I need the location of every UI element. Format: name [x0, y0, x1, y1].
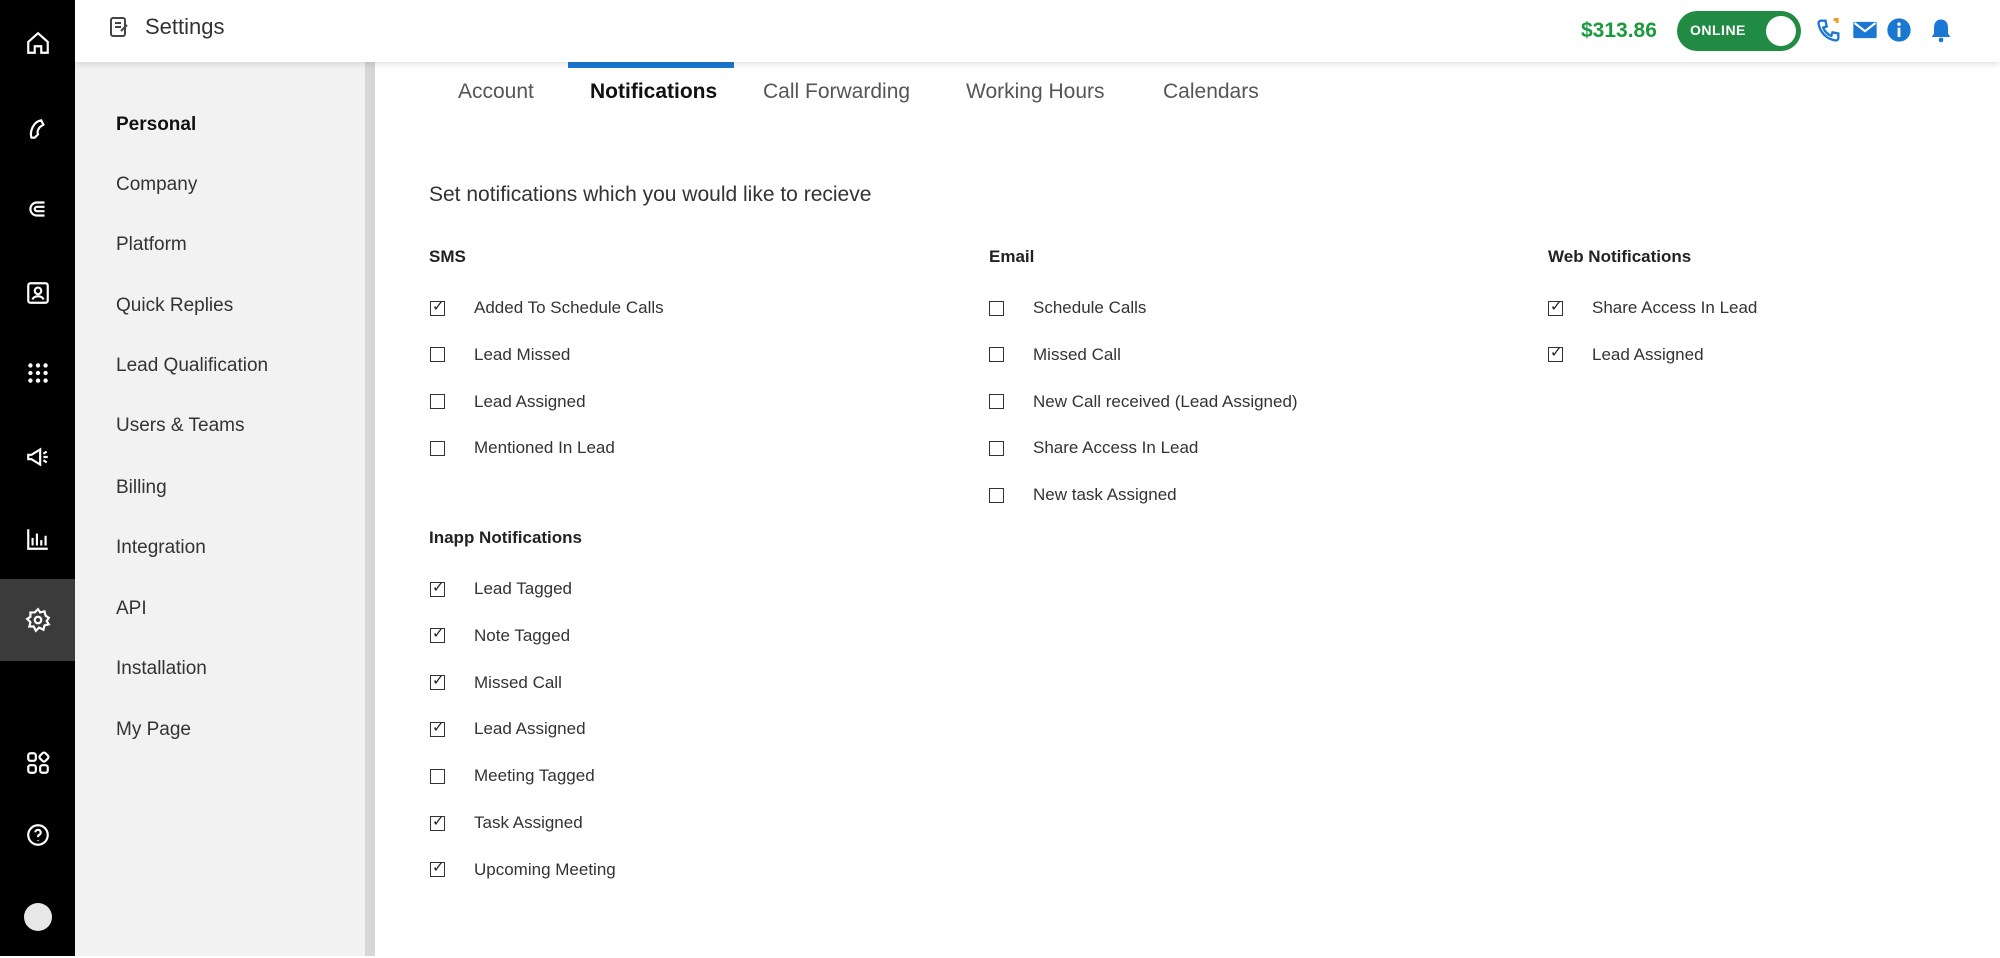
info-icon: [1885, 16, 1913, 44]
tab-calendars[interactable]: Calendars: [1163, 80, 1259, 103]
sidebar-item-users-teams[interactable]: Users & Teams: [116, 415, 245, 436]
checkbox[interactable]: [430, 441, 445, 456]
checkbox[interactable]: [430, 394, 445, 409]
rail-campaigns[interactable]: [0, 416, 75, 498]
app-rail: [0, 0, 75, 956]
sidebar-divider: [365, 62, 375, 956]
info-button[interactable]: [1884, 15, 1914, 45]
option-label: Share Access In Lead: [1033, 438, 1199, 458]
checkbox[interactable]: [989, 347, 1004, 362]
settings-doc-icon: [107, 15, 131, 39]
account-balance: $313.86: [1581, 19, 1657, 42]
sidebar-item-installation[interactable]: Installation: [116, 658, 207, 679]
inapp-option-row[interactable]: [430, 673, 562, 693]
option-label: Share Access In Lead: [1592, 298, 1758, 317]
sidebar-item-company[interactable]: Company: [116, 174, 198, 195]
sms-option-row[interactable]: [430, 438, 615, 458]
sidebar-item-personal[interactable]: Personal: [116, 114, 197, 135]
rail-profile[interactable]: [0, 876, 75, 958]
checkbox[interactable]: [430, 301, 445, 316]
rail-settings[interactable]: [0, 579, 75, 661]
apps-icon: [25, 750, 51, 776]
page-title: Settings: [145, 14, 225, 39]
magnet-icon: [25, 196, 51, 222]
sidebar-item-integration[interactable]: Integration: [116, 537, 206, 558]
web-option-row[interactable]: [1548, 345, 1704, 365]
email-option-row[interactable]: [989, 438, 1198, 458]
option-label: Added To Schedule Calls: [474, 298, 664, 317]
inapp-section-title: Inapp Notifications: [429, 528, 582, 547]
option-label: Upcoming Meeting: [474, 859, 616, 879]
sidebar-item-platform[interactable]: Platform: [116, 234, 187, 255]
sms-option-row[interactable]: [430, 392, 586, 412]
email-option-row[interactable]: [989, 345, 1121, 365]
checkbox[interactable]: [989, 488, 1004, 503]
email-section-title: Email: [989, 247, 1035, 266]
option-label: Mentioned In Lead: [474, 438, 615, 458]
sms-option-row[interactable]: [430, 345, 570, 365]
email-option-row[interactable]: [989, 392, 1298, 412]
checkbox[interactable]: [430, 347, 445, 362]
rail-leads[interactable]: [0, 168, 75, 250]
sms-option-row[interactable]: [430, 298, 664, 318]
rail-apps[interactable]: [0, 722, 75, 804]
rail-dialpad[interactable]: [0, 332, 75, 414]
inapp-option-row[interactable]: [430, 579, 572, 599]
tab-working-hours[interactable]: Working Hours: [966, 80, 1105, 103]
checkbox[interactable]: [1548, 347, 1563, 362]
web-option-row[interactable]: [1548, 298, 1757, 318]
inapp-option-row[interactable]: [430, 719, 586, 739]
notifications-button[interactable]: [1926, 15, 1956, 45]
checkbox[interactable]: [430, 675, 445, 690]
option-label: Lead Assigned: [1592, 344, 1704, 364]
option-label: New Call received (Lead Assigned): [1033, 391, 1298, 411]
sms-section-title: SMS: [429, 247, 466, 266]
phone-icon: [25, 116, 51, 142]
avatar: [24, 903, 52, 931]
checkbox[interactable]: [430, 769, 445, 784]
messages-button[interactable]: [1850, 15, 1880, 45]
checkbox[interactable]: [989, 394, 1004, 409]
mail-icon: [1851, 16, 1879, 44]
gear-icon: [25, 607, 51, 633]
page-heading: [107, 14, 225, 40]
checkbox[interactable]: [430, 722, 445, 737]
option-label: Note Tagged: [474, 625, 571, 645]
inapp-option-row[interactable]: [430, 766, 595, 786]
option-label: Schedule Calls: [1033, 298, 1147, 317]
option-label: Lead Missed: [474, 344, 571, 364]
checkbox[interactable]: [430, 628, 445, 643]
option-label: Missed Call: [1033, 344, 1121, 364]
rail-help[interactable]: [0, 794, 75, 876]
sidebar-item-api[interactable]: API: [116, 598, 147, 619]
analytics-icon: [25, 526, 51, 552]
rail-calls[interactable]: [0, 88, 75, 170]
tab-call-forwarding[interactable]: Call Forwarding: [763, 80, 911, 103]
option-label: New task Assigned: [1033, 485, 1177, 505]
sidebar-item-lead-qualification[interactable]: Lead Qualification: [116, 355, 269, 376]
checkbox[interactable]: [989, 301, 1004, 316]
option-label: Meeting Tagged: [474, 766, 595, 786]
help-icon: [25, 822, 51, 848]
option-label: Lead Assigned: [474, 719, 586, 739]
option-label: Lead Assigned: [474, 391, 586, 411]
rail-analytics[interactable]: [0, 498, 75, 580]
checkbox[interactable]: [1548, 301, 1563, 316]
tab-notifications[interactable]: Notifications: [590, 80, 718, 103]
contact-card-icon: [25, 280, 51, 306]
online-status-toggle[interactable]: [1677, 11, 1801, 51]
checkbox[interactable]: [989, 441, 1004, 456]
sidebar-item-my-page[interactable]: My Page: [116, 719, 191, 740]
checkbox[interactable]: [430, 862, 445, 877]
rail-home[interactable]: [0, 2, 75, 84]
inapp-option-row[interactable]: [430, 626, 570, 646]
bell-icon: [1927, 16, 1955, 44]
settings-sidebar: [75, 62, 365, 956]
phone-call-icon: [1815, 16, 1843, 44]
sidebar-item-billing[interactable]: Billing: [116, 477, 167, 498]
call-button[interactable]: [1814, 15, 1844, 45]
checkbox[interactable]: [430, 582, 445, 597]
sidebar-item-quick-replies[interactable]: Quick Replies: [116, 295, 234, 316]
option-label: Lead Tagged: [474, 579, 573, 598]
option-label: Task Assigned: [474, 813, 583, 832]
email-option-row[interactable]: [989, 298, 1146, 318]
tab-account[interactable]: Account: [458, 80, 534, 103]
status-label: ONLINE: [1690, 22, 1746, 38]
checkbox[interactable]: [430, 816, 445, 831]
option-label: Missed Call: [474, 672, 562, 692]
inapp-option-row[interactable]: [430, 813, 583, 833]
home-icon: [25, 30, 51, 56]
email-option-row[interactable]: [989, 485, 1177, 505]
rail-contacts[interactable]: [0, 252, 75, 334]
megaphone-icon: [25, 444, 51, 470]
active-tab-indicator: [568, 62, 734, 68]
inapp-option-row[interactable]: [430, 860, 616, 880]
top-header: [75, 0, 2000, 62]
toggle-knob: [1766, 16, 1796, 46]
notifications-intro: Set notifications which you would like to recieve: [429, 183, 872, 206]
web-section-title: Web Notifications: [1548, 247, 1692, 266]
dialpad-icon: [25, 360, 51, 386]
